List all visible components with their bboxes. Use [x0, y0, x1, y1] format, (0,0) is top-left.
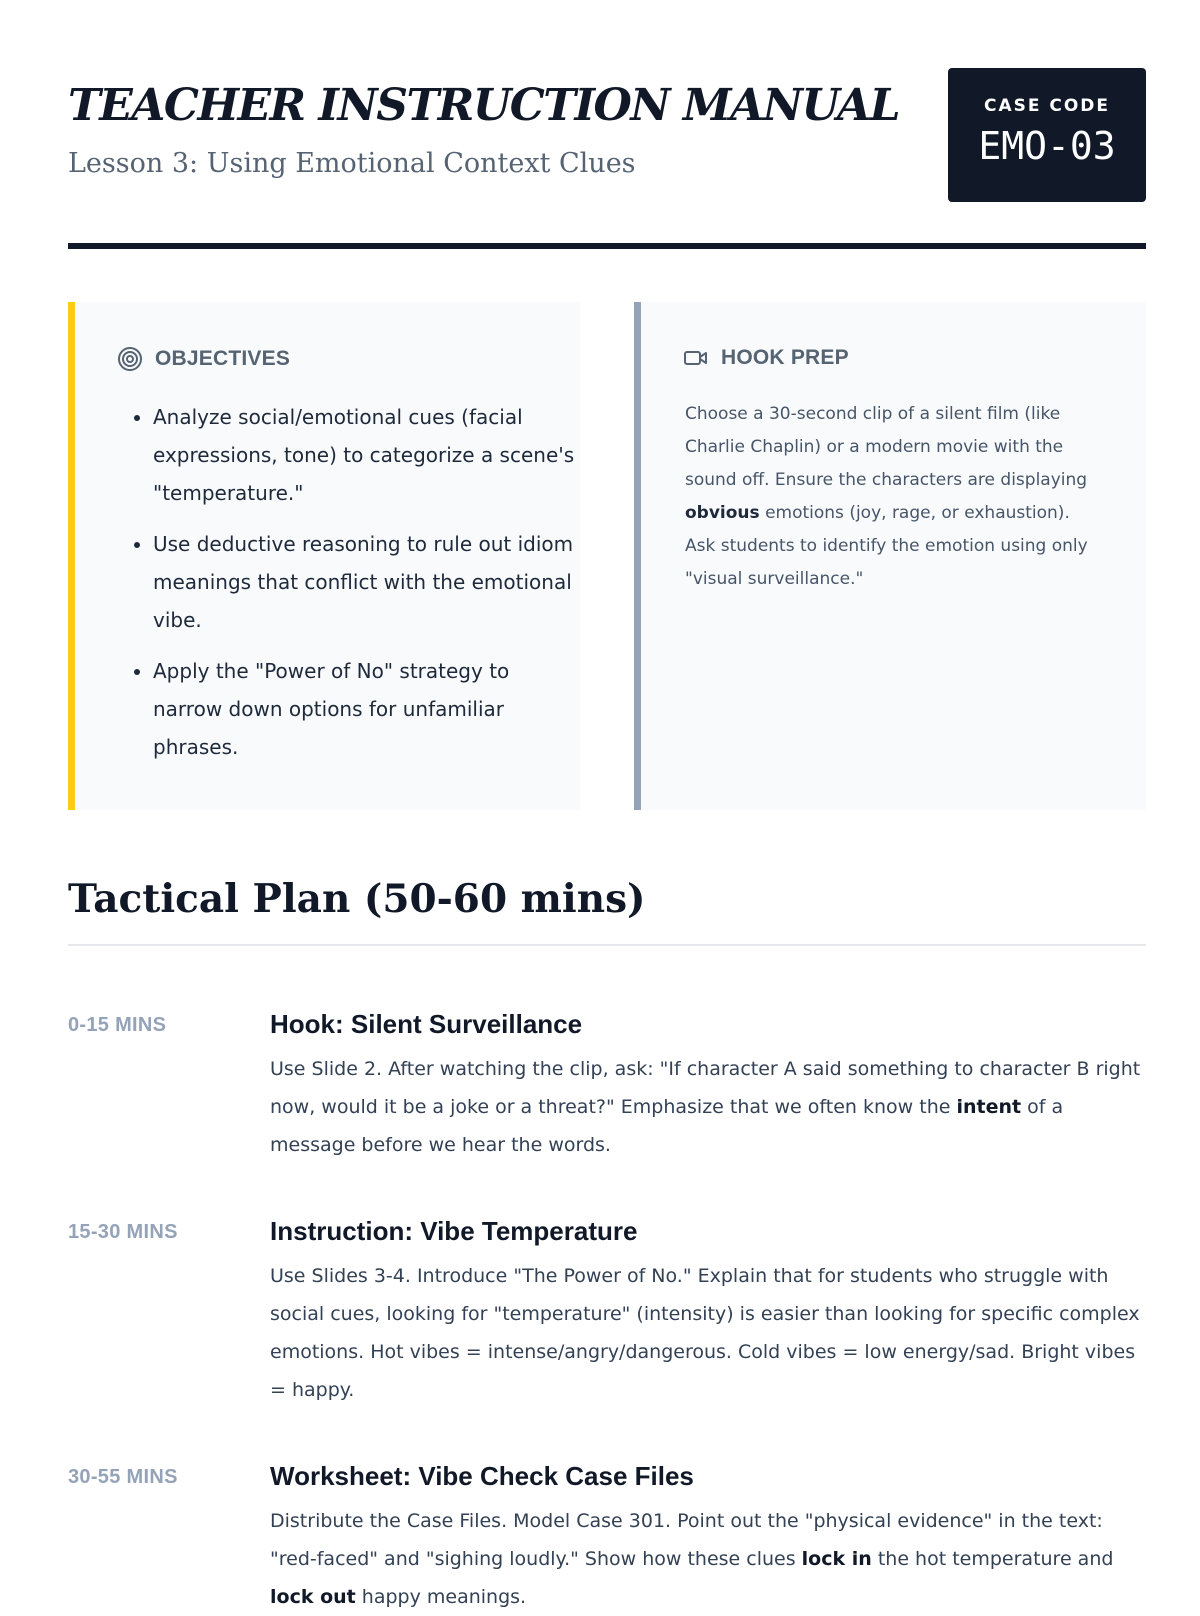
step-description-part: Distribute the Case Files. Model Case 301. Point out the "physical evidence" in the text: "red-faced" and "sighing loudly." Show how these clues: [270, 1510, 1103, 1570]
step-title: Instruction: Vibe Temperature: [270, 1216, 638, 1246]
header-divider: [68, 243, 1146, 249]
list-item: • Analyze social/emotional cues (facial expressions, tone) to categorize a scene's "temperature.": [153, 398, 583, 512]
hook-prep-heading-label: HOOK PREP: [721, 346, 849, 369]
list-item: • Apply the "Power of No" strategy to narrow down options for unfamiliar phrases.: [153, 652, 583, 766]
step-description: [270, 1050, 1146, 1164]
step-body: [270, 1211, 1146, 1409]
step-title: Hook: Silent Surveillance: [270, 1009, 583, 1039]
tactical-plan-divider: [68, 944, 1146, 946]
info-panels: [68, 302, 1146, 810]
objectives-heading-label: OBJECTIVES: [155, 347, 291, 370]
step-title: Worksheet: Vibe Check Case Files: [270, 1461, 694, 1491]
step-description: [270, 1502, 1146, 1616]
target-icon: [117, 346, 143, 372]
lesson-subtitle: Lesson 3: Using Emotional Context Clues: [68, 148, 636, 179]
page-title: TEACHER INSTRUCTION MANUAL: [68, 80, 900, 131]
case-code-value: EMO-03: [978, 124, 1116, 168]
step-time: 30-55 MINS: [68, 1466, 178, 1488]
objectives-list: [111, 398, 583, 779]
video-camera-icon: [683, 347, 709, 369]
step-time: 0-15 MINS: [68, 1014, 167, 1036]
objectives-panel: [68, 302, 580, 810]
case-code-label: CASE CODE: [983, 96, 1111, 116]
instruction-manual-page: [68, 0, 1146, 1608]
step-description-part: the hot temperature and: [871, 1548, 1114, 1570]
tactical-plan-title: Tactical Plan (50-60 mins): [68, 876, 646, 922]
step-description-part: of a message before we hear the words.: [270, 1096, 1064, 1156]
step-description: Use Slides 3-4. Introduce "The Power of No." Explain that for students who struggle with social cues, looking for "temperature" (intensity) is easier than looking for specific complex emotions. Hot vibes = intense/angry/dangerous. Cold vibes = low energy/sad. Bright vibes = happy.: [270, 1265, 1140, 1401]
manual-header: [68, 0, 1146, 250]
step-body: [270, 1456, 1146, 1616]
step-emphasis: lock in: [801, 1548, 872, 1570]
case-code-badge: [948, 68, 1146, 202]
hook-prep-text-part: Choose a 30-second clip of a silent film (like Charlie Chaplin) or a modern movie with the sound off. Ensure the characters are displaying: [685, 404, 1088, 490]
hook-prep-text: [685, 398, 1095, 596]
step-description-part: happy meanings.: [355, 1586, 527, 1608]
list-item: • Use deductive reasoning to rule out idiom meanings that conflict with the emotional vibe.: [153, 525, 583, 639]
step-emphasis: intent: [956, 1096, 1022, 1118]
step-emphasis: lock out: [270, 1586, 356, 1608]
hook-prep-heading: [683, 346, 849, 370]
hook-prep-emphasis: obvious: [685, 503, 760, 523]
step-body: [270, 1004, 1146, 1164]
step-time: 15-30 MINS: [68, 1221, 178, 1243]
objectives-heading: [117, 346, 290, 372]
hook-prep-text-part: emotions (joy, rage, or exhaustion). Ask students to identify the emotion using only "visual surveillance.": [685, 503, 1088, 589]
step-description-part: Use Slide 2. After watching the clip, ask: "If character A said something to character B right now, would it be a joke or a threat?" Emphasize that we often know the: [270, 1058, 1141, 1118]
hook-prep-panel: [634, 302, 1146, 810]
